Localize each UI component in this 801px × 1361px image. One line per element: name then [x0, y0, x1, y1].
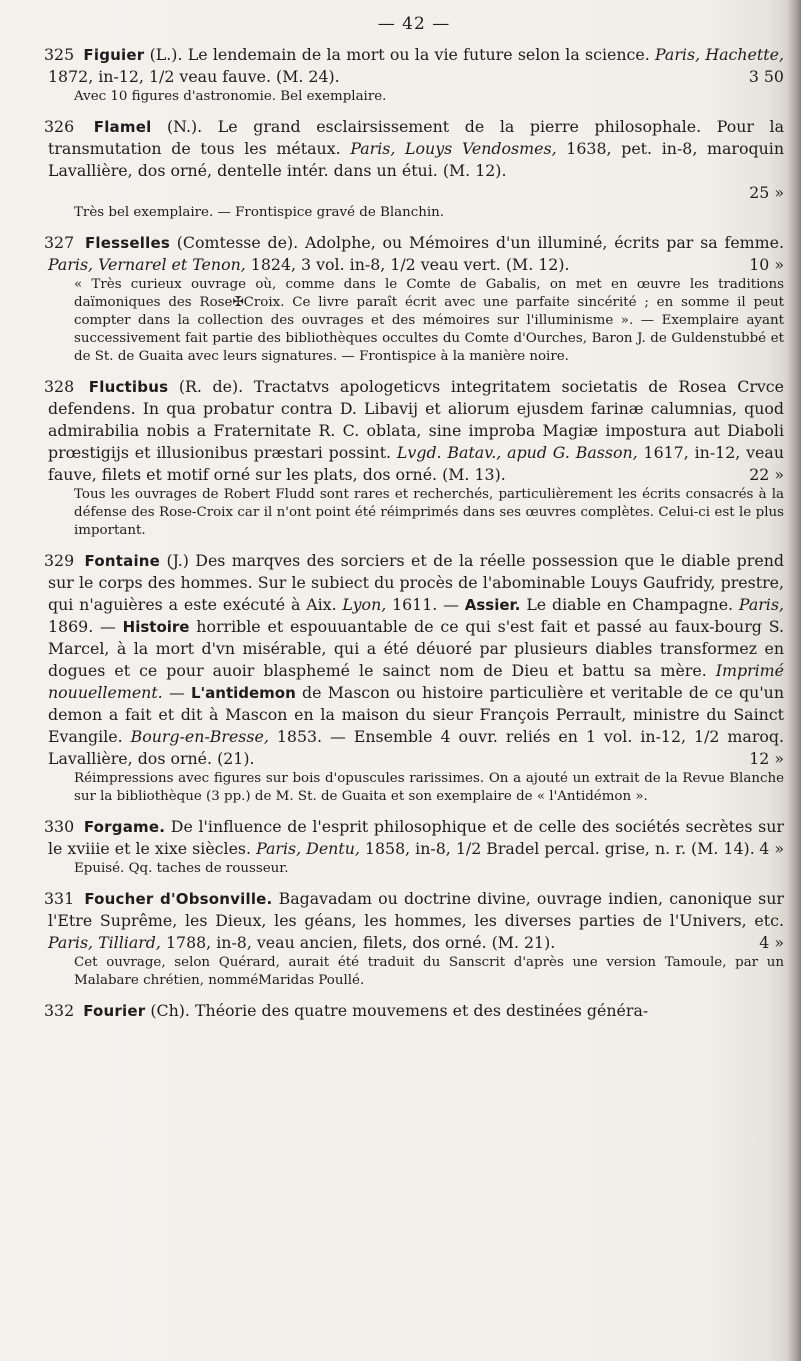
entry-price: 12 » [749, 749, 784, 768]
catalogue-entry-325 [44, 44, 784, 106]
entry-imprint: Paris, Tilliard, [48, 933, 161, 952]
entry-text [44, 888, 784, 954]
catalogue-entry-329 [44, 550, 784, 806]
entry-imprint: Lyon, [342, 595, 387, 614]
entry-imprint: Paris, Vernarel et Tenon, [48, 255, 246, 274]
entry-number: 325 [44, 45, 75, 64]
catalogue-entry-330 [44, 816, 784, 878]
entry-imprint: Paris, Dentu, [256, 839, 360, 858]
entry-note: Avec 10 figures d'astronomie. Bel exemplaire. [74, 89, 387, 104]
entry-description: horrible et espouuantable de ce qui s'est fait et passé au faux-bourg S. Marcel, à la mort d'vn misérable, qui a été déuoré par plusieurs diables transformez en dogues et ce pour auoir blasphemé le sainct nom de Dieu et battu sa mère. [48, 617, 784, 680]
entry-price: 4 » [759, 933, 784, 952]
entry-text [44, 116, 784, 182]
entry-price: 4 » [759, 839, 784, 858]
catalogue-entry-326 [44, 116, 784, 222]
entry-imprint: Imprimé nouuellement. [48, 661, 784, 702]
entry-price: 3 50 [748, 67, 784, 86]
entry-text [44, 1000, 784, 1022]
entry-note: Très bel exemplaire. — Frontispice gravé de Blanchin. [74, 205, 445, 220]
entry-description: 1638, pet. in-8, maroquin Lavallière, dos orné, dentelle intér. dans un étui. (M. 12). [48, 139, 785, 180]
entry-author: Forgame. [83, 818, 166, 836]
entry-description: 1858, in-8, 1/2 Bradel percal. grise, n. r. (M. 14). [359, 839, 755, 858]
entry-author: Foucher d'Obsonville. [84, 890, 273, 908]
entry-number: 326 [44, 117, 75, 136]
entry-text [44, 376, 784, 486]
entry-title: (Ch). Théorie des quatre mouvemens et des destinées généra- [145, 1001, 649, 1020]
entry-note: Réimpressions avec figures sur bois d'opuscules rarissimes. On a ajouté un extrait de la Revue Blanche sur la bibliothèque (3 pp.) de M. St. de Guaita et son exemplaire de « l'Antidémon ». [74, 771, 784, 804]
entry-author: Fluctibus [88, 378, 169, 396]
catalogue-entry-327 [44, 232, 784, 366]
entry-number: 328 [44, 377, 75, 396]
entry-title: Bagavadam ou doctrine divine, ouvrage indien, canonique sur l'Etre Suprême, les Dieux, les géans, les hommes, les diverses parties de l'Univers, etc. [48, 889, 784, 930]
entry-description: 1872, in-12, 1/2 veau fauve. (M. 24). [48, 67, 340, 86]
entry-description: 1853. — Ensemble 4 ouvr. reliés en 1 vol. in-12, 1/2 maroq. Lavallière, dos orné. (21). [48, 727, 785, 768]
entry-author-secondary: L'antidemon [191, 684, 296, 702]
entry-title: (R. de). Tractatvs apologeticvs integritatem societatis de Rosea Crvce defendens. In qua probatur contra D. Libavij et aliorum ejusdem farinæ calumnias, quod admirabilia nobis a Fraternitate R. C. oblata, sine improba Magiæ impostura aut Diaboli prœstigijs et illusionibus præstari possint. [48, 377, 784, 462]
entry-description: 1869. — [48, 617, 123, 636]
entry-imprint: Lvgd. Batav., apud G. Basson, [396, 443, 638, 462]
entry-number: 330 [44, 817, 75, 836]
entry-title: (L.). Le lendemain de la mort ou la vie future selon la science. [144, 45, 656, 64]
entry-text [44, 44, 784, 88]
entry-description: 1617, in-12, veau fauve, filets et motif orné sur les plats, dos orné. (M. 13). [48, 443, 784, 484]
catalogue-entry-331 [44, 888, 784, 990]
entry-author-secondary: Assier. [464, 596, 521, 614]
entry-imprint: Paris, [738, 595, 784, 614]
page-edge-shadow [787, 0, 801, 1361]
entry-author: Fontaine [84, 552, 161, 570]
entry-note: « Très curieux ouvrage où, comme dans le Comte de Gabalis, on met en œuvre les traditions daïmoniques des Rose✠Croix. Ce livre paraît écrit avec une parfaite sincérité ; en somme il peut compter dans la collection des ouvrages et des mémoires sur l'illuminisme ». — Exemplaire ayant successivement fait partie des bibliothèques occultes du Comte d'Ourches, Baron J. de Guldenstubbé et de St. de Guaita avec leurs signatures. — Frontispice à la manière noire. [74, 277, 784, 364]
entry-imprint: Paris, Hachette, [655, 45, 784, 64]
entry-title: (Comtesse de). Adolphe, ou Mémoires d'un illuminé, écrits par sa femme. [169, 233, 784, 252]
entry-price: 10 » [749, 255, 784, 274]
entry-description: Le diable en Champagne. [520, 595, 739, 614]
entry-price: 25 » [749, 183, 784, 202]
entry-note: Tous les ouvrages de Robert Fludd sont rares et recherchés, particulièrement les écrits consacrés à la défense des Rose-Croix car il n'ont point été réimprimés dans ses œuvres complètes. Celui-ci est le plus important. [74, 487, 784, 538]
entry-title: De l'influence de l'esprit philosophique et de celle des sociétés secrètes sur le xviiie et le xixe siècles. [48, 817, 784, 858]
entry-description: 1611. — [386, 595, 465, 614]
entry-author: Flamel [93, 118, 152, 136]
entry-number: 332 [44, 1001, 75, 1020]
entry-text [44, 816, 784, 860]
entry-note: Epuisé. Qq. taches de rousseur. [74, 861, 289, 876]
entry-author: Figuier [83, 46, 145, 64]
entry-number: 331 [44, 889, 75, 908]
catalogue-page [44, 14, 784, 1032]
entry-number: 329 [44, 551, 75, 570]
entry-imprint: Paris, Louys Vendosmes, [350, 139, 557, 158]
entry-title: (J.) Des marqves des sorciers et de la réelle possession que le diable prend sur le corps des hommes. Sur le subiect du procès de l'abominable Louys Gaufridy, prestre, qui n'aguières a este exécuté à Aix. [48, 551, 784, 614]
entry-title: (N.). Le grand esclairsissement de la pierre philosophale. Pour la transmutation de tous les métaux. [48, 117, 784, 158]
page-number: — 42 — [377, 14, 451, 34]
entry-author-secondary: Histoire [122, 618, 190, 636]
entry-price: 22 » [749, 465, 784, 484]
entry-text [44, 550, 784, 770]
entry-description: — [162, 683, 191, 702]
entry-imprint: Bourg-en-Bresse, [130, 727, 269, 746]
entry-text [44, 232, 784, 276]
entry-number: 327 [44, 233, 75, 252]
entry-note: Cet ouvrage, selon Quérard, aurait été traduit du Sanscrit d'après une version Tamoule, par un Malabare chrétien, nomméMaridas Poullé. [74, 955, 784, 988]
catalogue-entry-332 [44, 1000, 784, 1022]
entry-author: Fourier [83, 1002, 146, 1020]
entry-author: Flesselles [84, 234, 170, 252]
entry-description: de Mascon ou histoire particulière et veritable de ce qu'un demon a fait et dit à Mascon en la maison du sieur François Perrault, ministre du Sainct Evangile. [48, 683, 785, 746]
catalogue-entry-328 [44, 376, 784, 540]
entry-description: 1788, in-8, veau ancien, filets, dos orné. (M. 21). [160, 933, 556, 952]
entry-description: 1824, 3 vol. in-8, 1/2 veau vert. (M. 12). [245, 255, 570, 274]
